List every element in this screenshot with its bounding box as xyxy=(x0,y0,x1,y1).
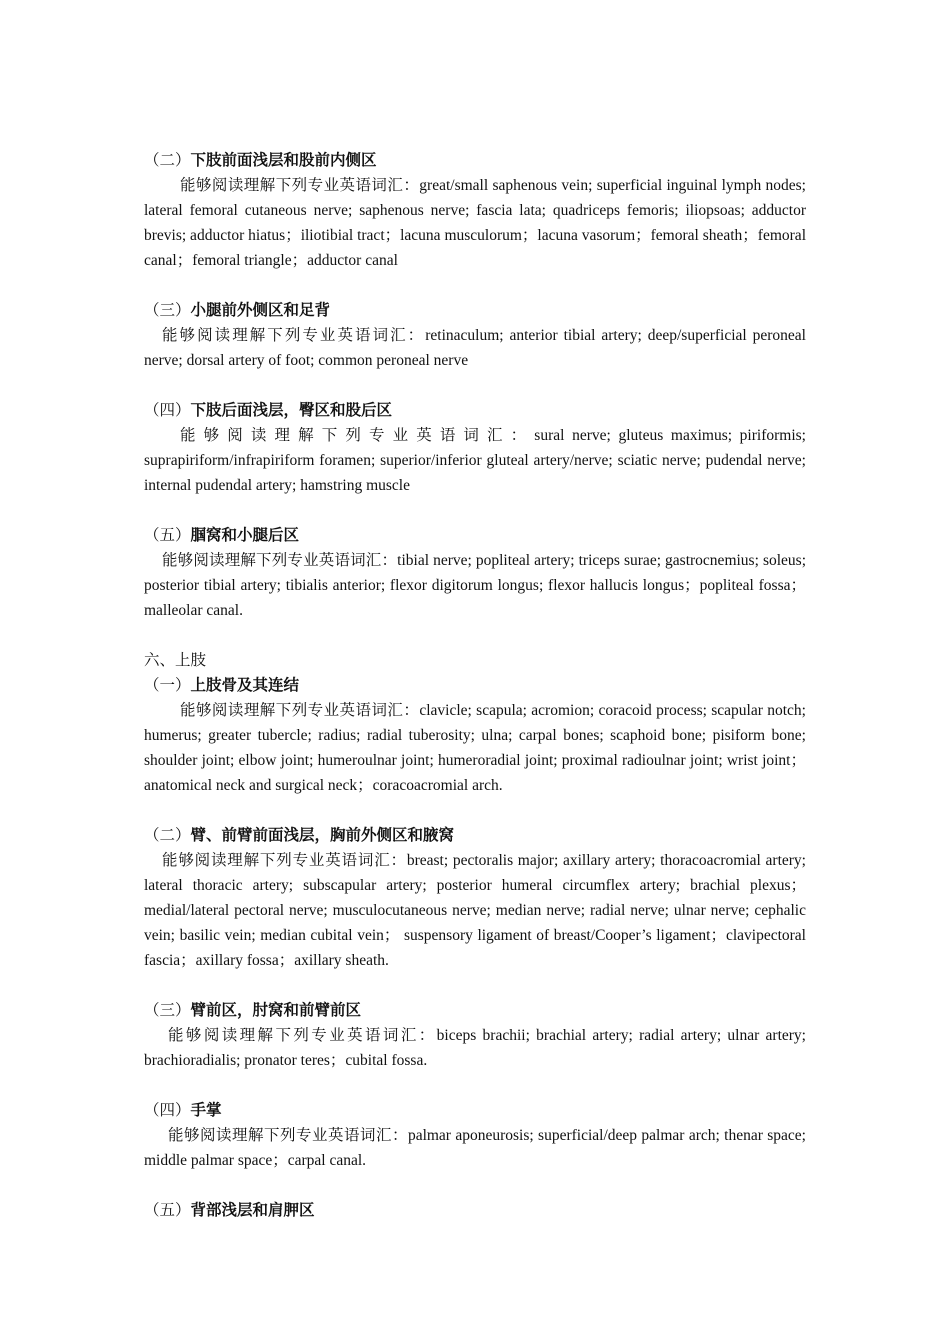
section-lower-limb-anterior xyxy=(144,148,806,273)
vocabulary-lead: 能够阅读理解下列专业英语词汇： xyxy=(162,327,426,344)
vocabulary-paragraph xyxy=(144,423,806,498)
section-title: 下肢前面浅层和股前内侧区 xyxy=(190,152,377,169)
section-back-scapular xyxy=(144,1198,806,1223)
vocabulary-paragraph xyxy=(144,323,806,373)
section-heading xyxy=(144,398,806,423)
vocabulary-terms: great/small saphenous vein; superficial inguinal lymph nodes; lateral femoral cutaneous nerve; saphenous nerve; fascia lata; quadriceps femoris; iliopsoas; adductor brevis; adductor hiatus；iliotibial tract；lacuna musculorum；lacuna vasorum；femoral sheath；femoral canal；femoral triangle；adductor canal xyxy=(144,177,806,269)
section-heading xyxy=(144,1098,806,1123)
section-number: （五） xyxy=(144,527,191,544)
section-heading xyxy=(144,823,806,848)
section-leg-anterolateral xyxy=(144,298,806,373)
section-heading xyxy=(144,523,806,548)
vocabulary-lead: 能够阅读理解下列专业英语词汇： xyxy=(168,1027,437,1044)
section-title: 臂、前臂前面浅层，胸前外侧区和腋窝 xyxy=(190,827,455,844)
section-number: （二） xyxy=(144,827,191,844)
vocabulary-terms: biceps brachii; brachial artery; radial artery; ulnar artery; brachioradialis; pronator teres；cubital fossa. xyxy=(144,1027,806,1069)
section-cubital-fossa xyxy=(144,998,806,1073)
vocabulary-paragraph xyxy=(144,1123,806,1173)
vocabulary-lead: 能够阅读理解下列专业英语词汇： xyxy=(180,702,420,719)
section-heading xyxy=(144,998,806,1023)
section-title: 手掌 xyxy=(190,1102,222,1119)
section-heading xyxy=(144,1198,806,1223)
section-title: 小腿前外侧区和足背 xyxy=(190,302,331,319)
section-palm xyxy=(144,1098,806,1173)
section-popliteal-fossa xyxy=(144,523,806,623)
vocabulary-lead: 能够阅读理解下列专业英语词汇： xyxy=(162,552,398,569)
vocabulary-paragraph xyxy=(144,1023,806,1073)
vocabulary-paragraph xyxy=(144,698,806,798)
section-number: （四） xyxy=(144,1102,191,1119)
section-number: （三） xyxy=(144,302,191,319)
vocabulary-terms: sural nerve; gluteus maximus; piriformis; suprapiriform/infrapiriform foramen; superior/inferior gluteal artery/nerve; sciatic nerve; pudendal nerve; internal pudendal artery; hamstring muscle xyxy=(144,427,806,494)
vocabulary-terms: palmar aponeurosis; superficial/deep palmar arch; thenar space; middle palmar space；carpal canal. xyxy=(144,1127,806,1169)
section-number: （三） xyxy=(144,1002,191,1019)
section-number: （五） xyxy=(144,1202,191,1219)
section-title: 上肢骨及其连结 xyxy=(190,677,300,694)
vocabulary-lead: 能够阅读理解下列专业英语词汇： xyxy=(180,177,420,194)
vocabulary-lead: 能够阅读理解下列专业英语词汇： xyxy=(180,427,535,444)
section-title: 下肢后面浅层，臀区和股后区 xyxy=(190,402,393,419)
document-page xyxy=(144,148,806,1223)
section-heading xyxy=(144,148,806,173)
vocabulary-terms: tibial nerve; popliteal artery; triceps surae; gastrocnemius; soleus; posterior tibial artery; tibialis anterior; flexor digitorum longus; flexor hallucis longus；popliteal fossa；malleolar canal. xyxy=(144,552,806,619)
vocabulary-paragraph xyxy=(144,548,806,623)
vocabulary-lead: 能够阅读理解下列专业英语词汇： xyxy=(162,852,407,869)
section-upper-limb-bones xyxy=(144,648,806,798)
vocabulary-terms: breast; pectoralis major; axillary artery; thoracoacromial artery; lateral thoracic artery; subscapular artery; posterior humeral circumflex artery; brachial plexus；medial/lateral pectoral nerve; musculocutaneous nerve; median nerve; radial nerve; ulnar nerve; cephalic vein; basilic vein; median cubital vein； suspensory ligament of breast/Cooper’s ligament；clavipectoral fascia；axillary fossa；axillary sheath. xyxy=(144,852,806,969)
section-heading xyxy=(144,673,806,698)
section-title: 腘窝和小腿后区 xyxy=(190,527,300,544)
section-number: （一） xyxy=(144,677,191,694)
section-heading xyxy=(144,298,806,323)
vocabulary-paragraph xyxy=(144,848,806,973)
section-title: 臂前区，肘窝和前臂前区 xyxy=(190,1002,362,1019)
section-arm-axilla xyxy=(144,823,806,973)
section-number: （四） xyxy=(144,402,191,419)
vocabulary-paragraph xyxy=(144,173,806,273)
vocabulary-lead: 能够阅读理解下列专业英语词汇： xyxy=(168,1127,408,1144)
chapter-heading: 六、上肢 xyxy=(144,652,207,669)
section-number: （二） xyxy=(144,152,191,169)
vocabulary-terms: clavicle; scapula; acromion; coracoid process; scapular notch; humerus; greater tubercle; radius; radial tuberosity; ulna; carpal bones; scaphoid bone; pisiform bone; shoulder joint; elbow joint; humeroulnar joint; humeroradial joint; proximal radioulnar joint; wrist joint；anatomical neck and surgical neck；coracoacromial arch. xyxy=(144,702,806,794)
section-gluteal-posterior-thigh xyxy=(144,398,806,498)
vocabulary-terms: retinaculum; anterior tibial artery; deep/superficial peroneal nerve; dorsal artery of foot; common peroneal nerve xyxy=(144,327,806,369)
section-title: 背部浅层和肩胛区 xyxy=(190,1202,315,1219)
